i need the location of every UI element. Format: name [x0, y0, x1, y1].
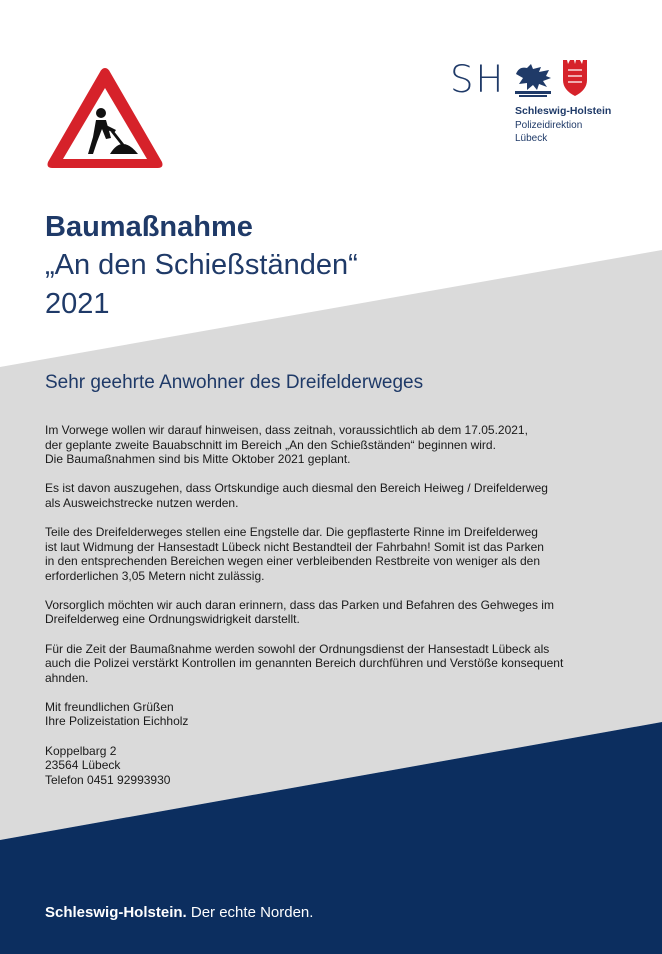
- logo-state-name: Schleswig-Holstein: [515, 105, 612, 117]
- text-line: Die Baumaßnahmen sind bis Mitte Oktober 2021 geplant.: [45, 452, 351, 467]
- address-city: 23564 Lübeck: [45, 758, 121, 773]
- paragraph-detour: [45, 481, 615, 510]
- text-line: Mit freundlichen Grüßen: [45, 699, 174, 714]
- text-line: in den entsprechenden Bereichen wegen einer verbleibenden Restbreite von weniger als den: [45, 554, 540, 569]
- text-line: Es ist davon auszugehen, dass Ortskundige auch diesmal den Bereich Heiweg / Dreifelderweg: [45, 481, 548, 496]
- text-line: Ihre Polizeistation Eichholz: [45, 714, 189, 729]
- text-line: auch die Polizei verstärkt Kontrollen im genannten Bereich durchführen und Verstöße konsequent: [45, 656, 564, 671]
- address-phone: Telefon 0451 92993930: [45, 772, 171, 787]
- text-line: der geplante zweite Bauabschnitt im Bereich „An den Schießständen“ beginnen wird.: [45, 437, 496, 452]
- text-line: Im Vorwege wollen wir darauf hinweisen, dass zeitnah, voraussichtlich ab dem 17.05.2021,: [45, 423, 528, 437]
- page-subtitle: „An den Schießständen“: [45, 249, 358, 281]
- slogan-bold: Schleswig-Holstein.: [45, 904, 187, 921]
- address-street: Koppelbarg 2: [45, 743, 117, 758]
- red-shield-icon: [563, 60, 587, 96]
- logo-department: Polizeidirektion: [515, 120, 583, 131]
- text-line: erforderlichen 3,05 Metern nicht zulässig.: [45, 568, 265, 583]
- road-works-sign-icon: [44, 64, 166, 172]
- footer-slogan: [45, 903, 313, 923]
- text-line: Dreifelderweg eine Ordnungswidrigkeit darstellt.: [45, 612, 300, 627]
- text-line: Teile des Dreifelderweges stellen eine Engstelle dar. Die gepflasterte Rinne im Dreifelderweg: [45, 524, 538, 539]
- paragraph-sidewalk-warning: [45, 598, 615, 627]
- letter-body: [45, 423, 615, 802]
- text-line: ist laut Widmung der Hansestadt Lübeck nicht Bestandteil der Fahrbahn! Somit ist das Parken: [45, 539, 544, 554]
- text-line: ahnden.: [45, 670, 89, 685]
- text-line: als Ausweichstrecke nutzen werden.: [45, 495, 239, 510]
- logo-city: Lübeck: [515, 133, 548, 144]
- paragraph-closing: [45, 700, 615, 729]
- paragraph-parking-rule: [45, 525, 615, 583]
- slogan-regular: Der echte Norden.: [190, 904, 314, 921]
- text-line: Vorsorglich möchten wir auch daran erinnern, dass das Parken und Befahren des Gehweges im: [45, 597, 554, 612]
- title-block: [45, 208, 358, 324]
- paragraph-announcement: [45, 423, 615, 467]
- text-line: Für die Zeit der Baumaßnahme werden sowohl der Ordnungsdienst der Hansestadt Lübeck als: [45, 641, 550, 656]
- page-title: Baumaßnahme: [45, 211, 253, 243]
- page-year: 2021: [45, 288, 110, 320]
- lion-coat-of-arms-icon: [513, 60, 553, 98]
- logo-abbreviation: SH: [450, 58, 506, 101]
- logo-schleswig-holstein-police: [450, 58, 620, 148]
- contact-address: [45, 744, 615, 788]
- salutation-heading: Sehr geehrte Anwohner des Dreifelderweges: [45, 372, 424, 393]
- paragraph-enforcement: [45, 642, 615, 686]
